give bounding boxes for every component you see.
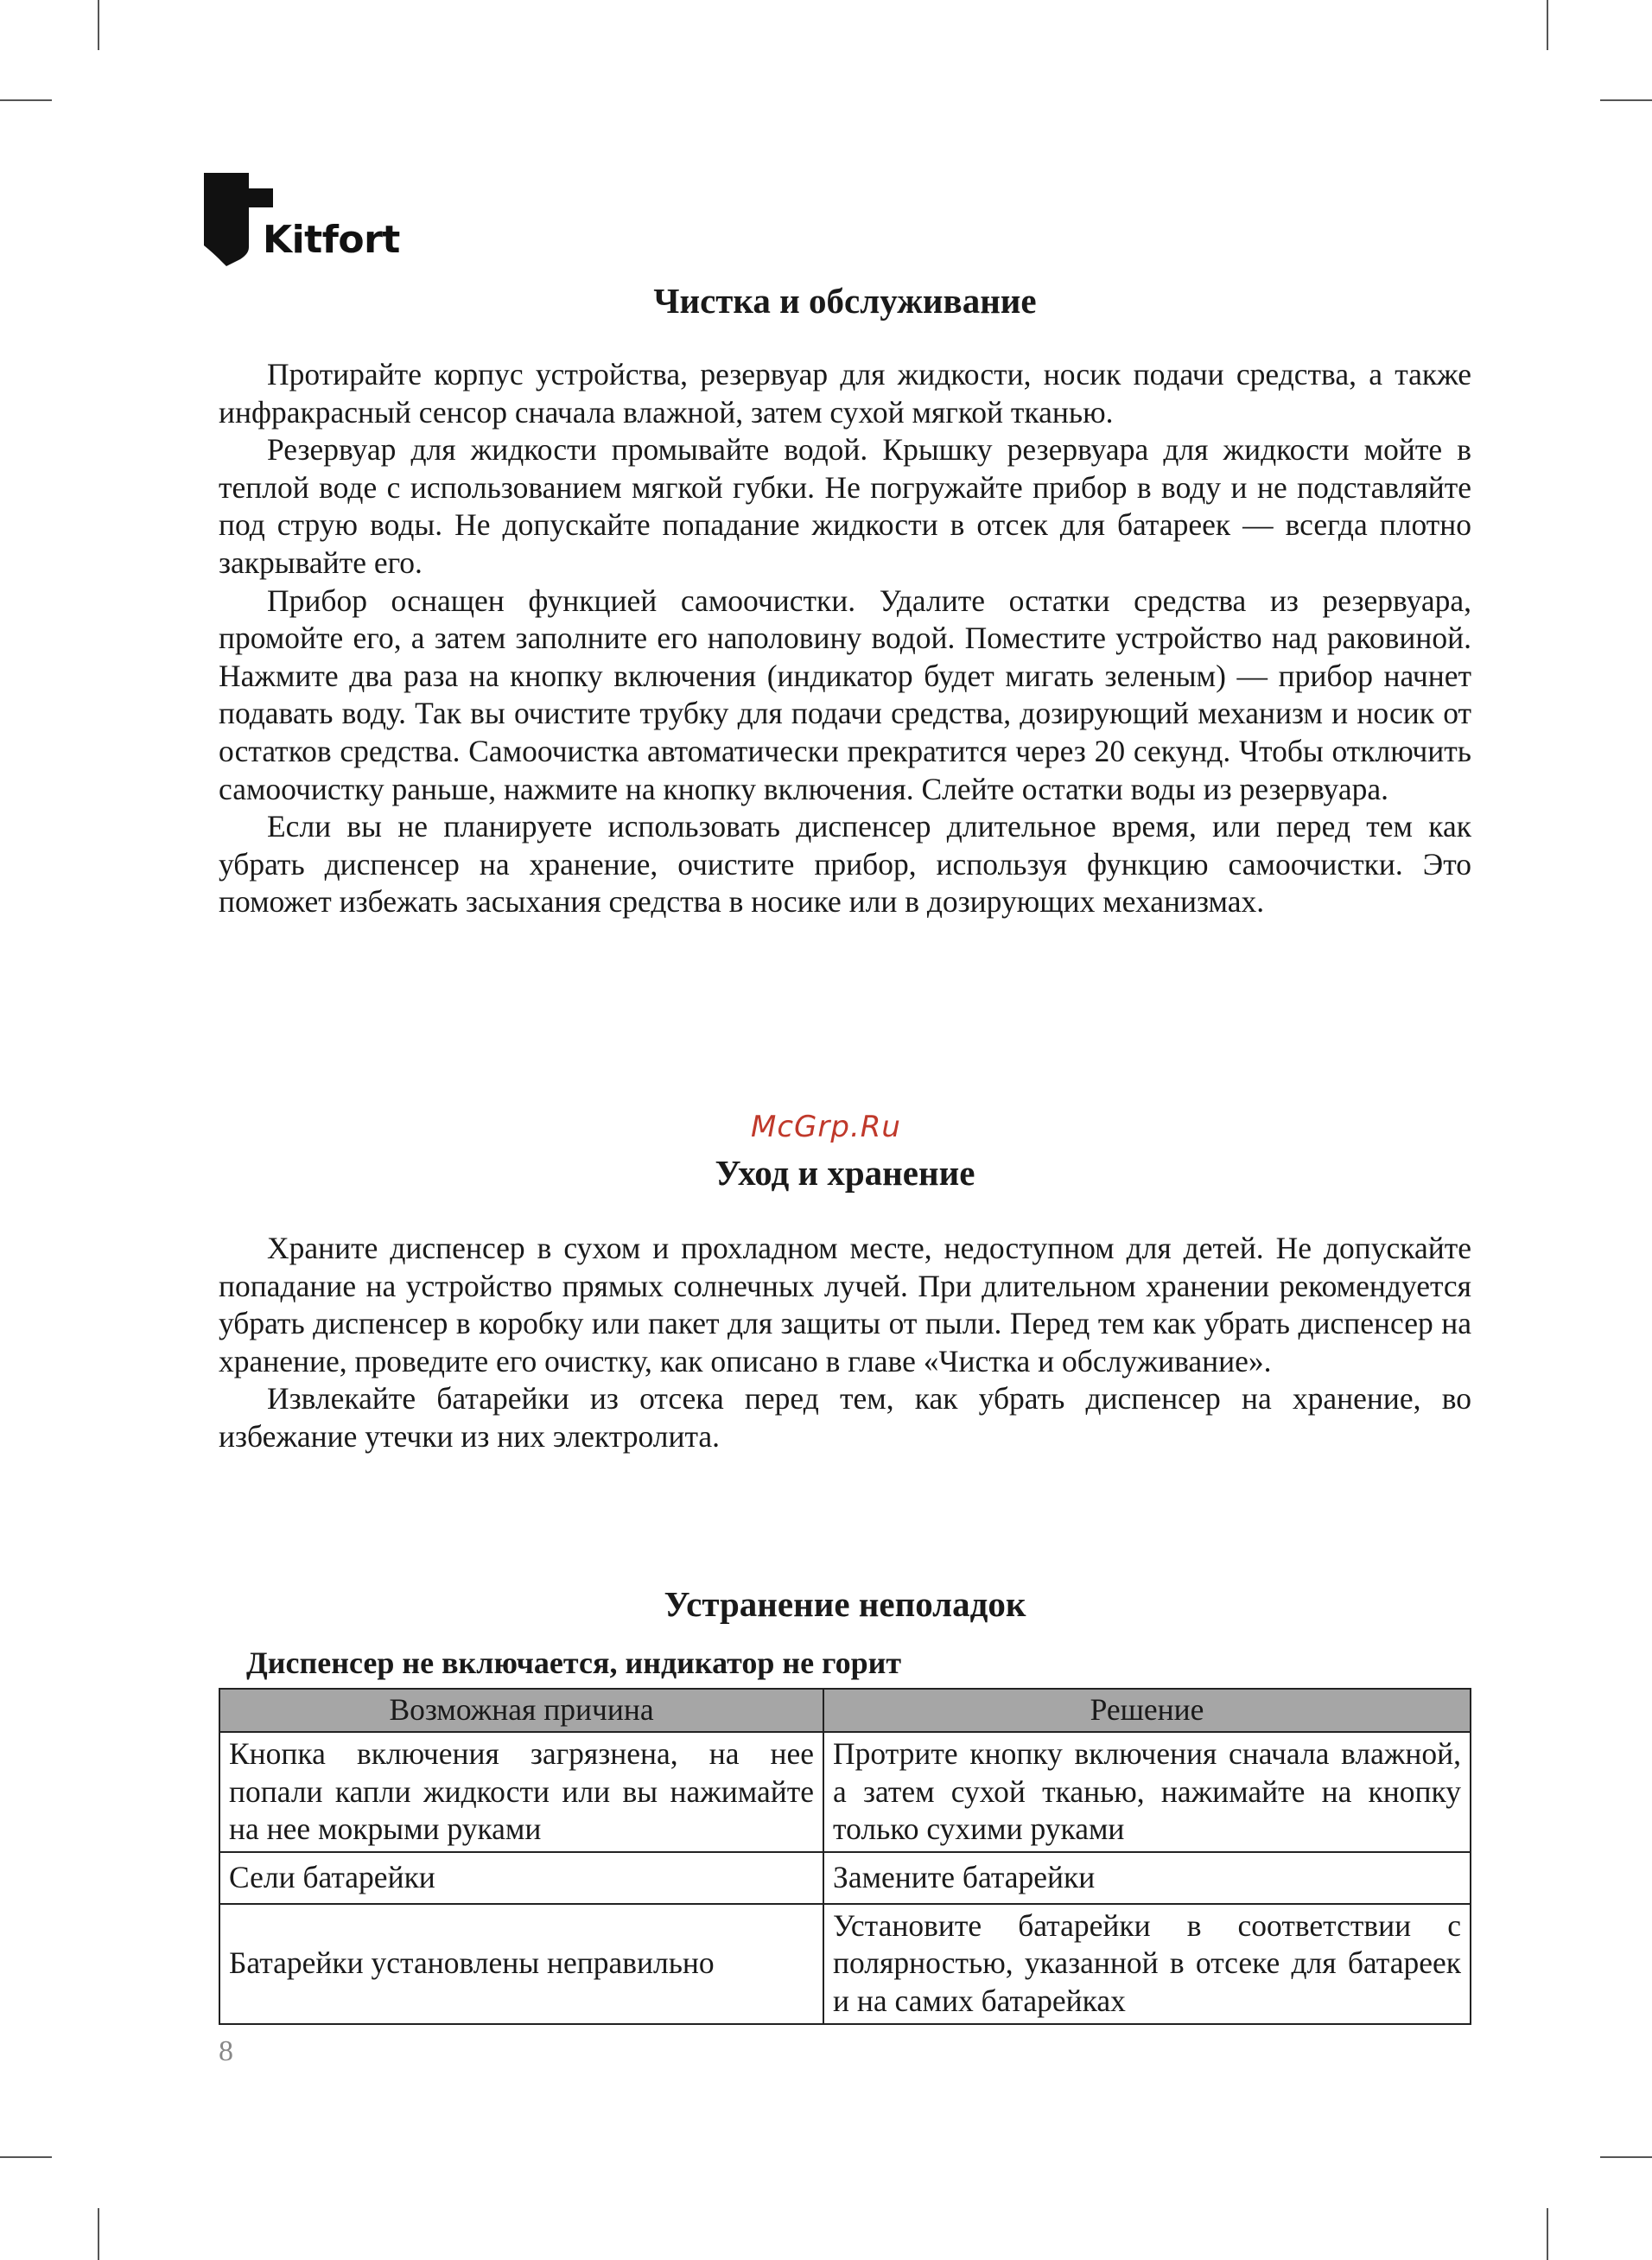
cause-cell: Сели батарейки — [219, 1852, 823, 1904]
crop-mark-bottom-right — [1547, 2208, 1548, 2260]
table-row — [219, 1732, 1471, 1852]
column-header-solution: Решение — [823, 1689, 1471, 1732]
solution-cell: Протрите кнопку включения сначала влажной, а затем сухой тканью, нажимайте на кнопку только сухими руками — [823, 1732, 1471, 1852]
crop-mark-right-bottom — [1600, 2156, 1652, 2158]
column-header-cause: Возможная причина — [219, 1689, 823, 1732]
watermark-text: McGrp.Ru — [751, 1110, 901, 1144]
troubleshooting-table — [219, 1688, 1471, 2025]
table-row — [219, 1904, 1471, 2024]
section-heading: Устранение неполадок — [664, 1584, 1026, 1624]
page-number: 8 — [219, 2035, 233, 2067]
solution-cell: Установите батарейки в соответствии с полярностью, указанной в отсеке для батареек и на самих батарейках — [823, 1904, 1471, 2024]
crop-mark-right-top — [1600, 99, 1652, 101]
cause-cell: Батарейки установлены неправильно — [219, 1904, 823, 2024]
paragraph: Резервуар для жидкости промывайте водой. Крышку резервуара для жидкости мойте в теплой воде с использованием мягкой губки. Не погружайте прибор в воду и не подставляйте под струю воды. Не допускайте попадание жидкости в отсек для батареек — всегда плотно закрывайте его. — [219, 432, 1471, 580]
section-troubleshooting — [219, 1583, 1471, 1625]
crop-mark-left-top — [0, 99, 52, 101]
paragraph: Если вы не планируете использовать диспенсер длительное время, или перед тем как убрать диспенсер на хранение, очистите прибор, используя функцию самоочистки. Это поможет избежать засыхания средства в носике или в дозирующих механизмах. — [219, 809, 1471, 920]
section-cleaning — [219, 280, 1471, 921]
table-header-row — [219, 1689, 1471, 1732]
section-storage — [219, 1152, 1471, 1456]
table-row — [219, 1852, 1471, 1904]
paragraph: Храните диспенсер в сухом и прохладном месте, недоступном для детей. Не допускайте попадание на устройство прямых солнечных лучей. При длительном хранении рекомендуется убрать диспенсер в коробку или пакет для защиты от пыли. Перед тем как убрать диспенсер на хранение, проведите его очистку, как описано в главе «Чистка и обслуживание». — [219, 1231, 1471, 1378]
paragraph: Протирайте корпус устройства, резервуар для жидкости, носик подачи средства, а также инфракрасный сенсор сначала влажной, затем сухой мягкой тканью. — [219, 357, 1471, 430]
cause-cell: Кнопка включения загрязнена, на нее попали капли жидкости или вы нажимайте на нее мокрыми руками — [219, 1732, 823, 1852]
crop-mark-top-right — [1547, 0, 1548, 50]
problem-title: Диспенсер не включается, индикатор не горит — [246, 1646, 902, 1680]
section-heading: Уход и хранение — [715, 1153, 975, 1193]
crop-mark-top-left — [98, 0, 99, 50]
crop-mark-bottom-left — [98, 2208, 99, 2260]
solution-cell: Замените батарейки — [823, 1852, 1471, 1904]
paragraph: Извлекайте батарейки из отсека перед тем, как убрать диспенсер на хранение, во избежание утечки из них электролита. — [219, 1381, 1471, 1454]
section-heading: Чистка и обслуживание — [653, 281, 1037, 321]
paragraph: Прибор оснащен функцией самоочистки. Удалите остатки средства из резервуара, промойте его, а затем заполните его наполовину водой. Поместите устройство над раковиной. Нажмите два раза на кнопку включения (индикатор будет мигать зеленым) — прибор начнет подавать воду. Так вы очистите трубку для подачи средства, дозирующий механизм и носик от остатков средства. Самоочистка автоматически прекратится через 20 секунд. Чтобы отключить самоочистку раньше, нажмите на кнопку включения. Слейте остатки воды из резервуара. — [219, 583, 1471, 806]
brand-logo — [204, 173, 403, 272]
crop-mark-left-bottom — [0, 2156, 52, 2158]
brand-name: Kitfort — [263, 218, 400, 262]
